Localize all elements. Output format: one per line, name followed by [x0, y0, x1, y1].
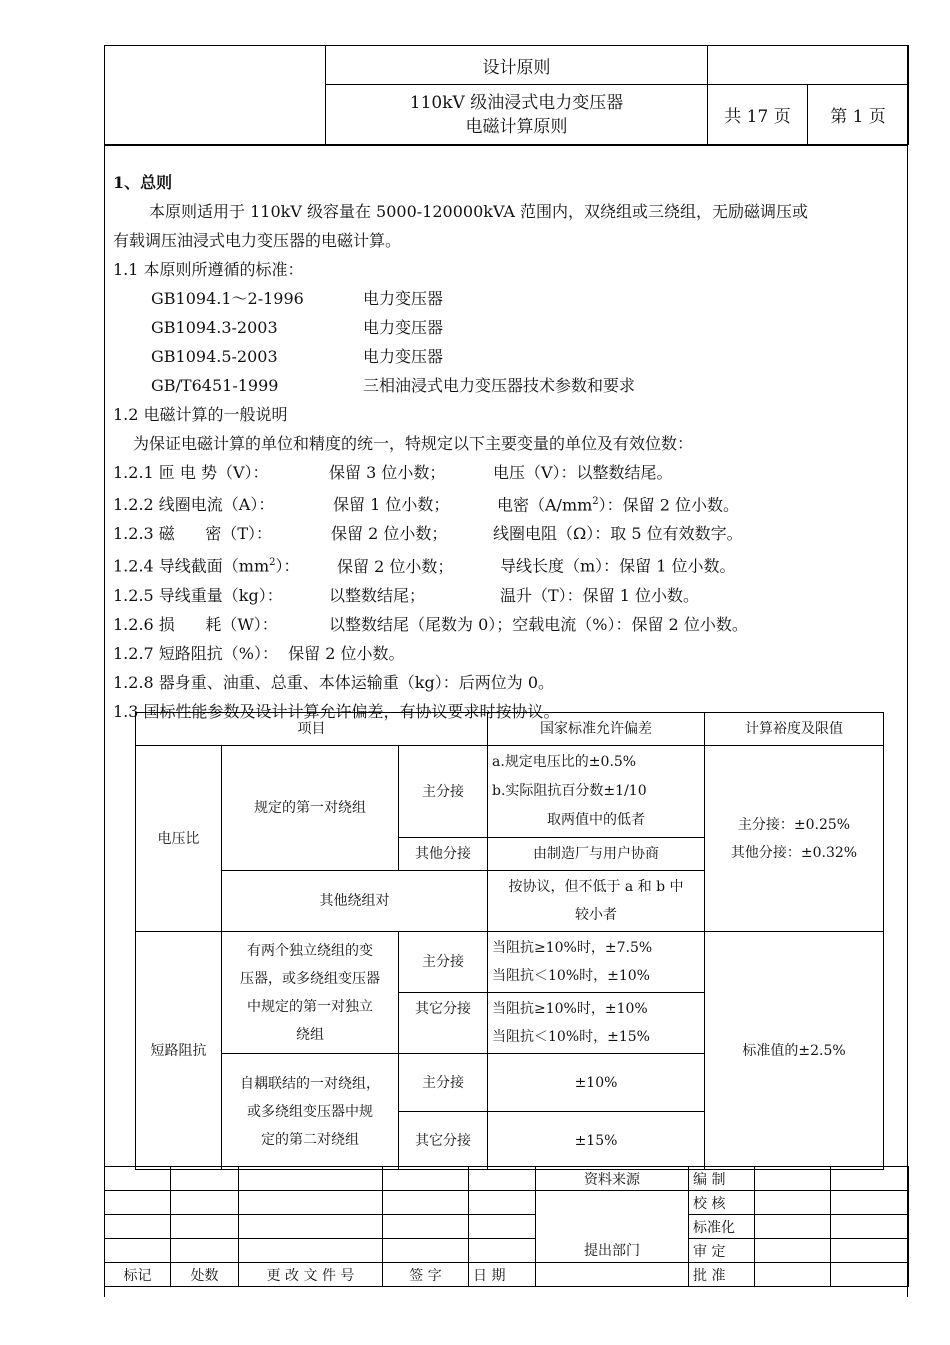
- check-label: 校 核: [689, 1191, 755, 1215]
- total-pages: 共 17 页: [708, 85, 808, 145]
- margin-cell: 标准值的±2.5%: [705, 932, 884, 1170]
- document-body: [113, 168, 903, 726]
- standard-code: GB1094.3-2003: [151, 318, 278, 337]
- standard-code: GB1094.5-2003: [151, 347, 278, 366]
- place-count-label: 处数: [171, 1263, 239, 1287]
- table-header: 项目: [136, 713, 488, 746]
- title-block: [104, 45, 909, 145]
- unit-rule: 1.2.3 磁 密（T）： 保留 2 位小数； 线圈电阻（Ω）：取 5 位有效数字。: [113, 524, 743, 544]
- blank-cell: [708, 46, 909, 85]
- review-label: 审 定: [689, 1239, 755, 1263]
- change-doc-label: 更 改 文 件 号: [239, 1263, 383, 1287]
- date-label: 日 期: [469, 1263, 536, 1287]
- tolerance-cell: ±10%: [488, 1054, 705, 1112]
- tolerance-cell: ±15%: [488, 1112, 705, 1170]
- row-label-impedance: 短路阻抗: [136, 932, 222, 1170]
- standard-code: GB1094.1～2-1996: [151, 289, 304, 308]
- tap-label: 其他分接: [399, 838, 488, 871]
- mark-label: 标记: [105, 1263, 171, 1287]
- compile-label: 编 制: [689, 1167, 755, 1191]
- specified-first-pair: 规定的第一对绕组: [222, 746, 399, 871]
- tolerance-cell: 当阻抗≥10%时，±10% 当阻抗＜10%时，±15%: [488, 993, 705, 1054]
- standard-item: [113, 371, 903, 400]
- unit-rule: 1.2.4 导线截面$(mm^2)$： 保留 2 位小数； 导线长度（m）：保留 1 位小数。: [113, 556, 736, 576]
- sign-label: 签 字: [383, 1263, 469, 1287]
- unit-rule: 1.2.8 器身重、油重、总重、本体运输重（kg）：后两位为 0。: [113, 672, 555, 692]
- tap-label: 主分接: [399, 1054, 488, 1112]
- table-header: 计算裕度及限值: [705, 713, 884, 746]
- margin-cell: 主分接：±0.25% 其他分接：±0.32%: [705, 746, 884, 932]
- unit-rule: 1.2.1 匝 电 势（V）： 保留 3 位小数； 电压（V）：以整数结尾。: [113, 463, 673, 482]
- paragraph-line: 为保证电磁计算的单位和精度的统一，特规定以下主要变量的单位及有效位数：: [133, 434, 694, 453]
- standard-item: [113, 342, 903, 371]
- tolerance-cell: 按协议，但不低于 a 和 b 中 较小者: [488, 871, 705, 932]
- dept-label: 提出部门: [536, 1239, 689, 1263]
- standard-item: [113, 313, 903, 342]
- subsection-heading: 1.2 电磁计算的一般说明: [113, 405, 288, 424]
- subsection-heading: 1.3 国标性能参数及设计计算允许偏差，有协议要求时按协议。: [113, 701, 560, 721]
- unit-rule: 1.2.7 短路阻抗（%）： 保留 2 位小数。: [113, 643, 405, 663]
- paragraph-line: 本原则适用于 110kV 级容量在 5000-120000kVA 范围内，双绕组或三绕组，无励磁调压或: [149, 202, 809, 221]
- logo-cell: [105, 46, 326, 145]
- page-number: 第 1 页: [808, 85, 909, 145]
- doc-title: [326, 85, 708, 145]
- tolerance-cell: 由制造厂与用户协商: [488, 838, 705, 871]
- tolerance-table: [135, 712, 884, 1170]
- section-heading: 1、总则: [113, 173, 173, 192]
- standard-name: 三相油浸式电力变压器技术参数和要求: [363, 376, 636, 395]
- revision-block: [104, 1166, 909, 1287]
- source-label: 资料来源: [536, 1167, 689, 1191]
- unit-rule: 1.2.6 损 耗（W）： 以整数结尾（尾数为 0）；空载电流（%）：保留 2 位小数。: [113, 614, 748, 634]
- row-label-voltage-ratio: 电压比: [136, 746, 222, 932]
- standard-name: 电力变压器: [363, 347, 444, 366]
- tolerance-cell: 当阻抗≥10%时，±7.5% 当阻抗＜10%时，±10%: [488, 932, 705, 993]
- paragraph-line: 有载调压油浸式电力变压器的电磁计算。: [113, 231, 402, 250]
- subsection-heading: 1.1 本原则所遵循的标准：: [113, 260, 304, 279]
- doc-type: 设计原则: [326, 46, 708, 85]
- standard-name: 电力变压器: [363, 289, 444, 308]
- standard-code: GB/T6451-1999: [151, 376, 279, 395]
- other-pairs: 其他绕组对: [222, 871, 488, 932]
- standard-name: 电力变压器: [363, 318, 444, 337]
- standard-item: [113, 284, 903, 313]
- table-header: 国家标准允许偏差: [488, 713, 705, 746]
- doc-title-line1: 110kV 级油浸式电力变压器: [409, 92, 624, 113]
- tolerance-cell: a.规定电压比的±0.5% b.实际阻抗百分数±1/10 取两值中的低者: [488, 746, 705, 838]
- unit-rule: 1.2.2 线圈电流（A）： 保留 1 位小数； 电密$(A/mm^2)$：保留 2 位小数。: [113, 495, 740, 515]
- tap-label: 其它分接: [399, 1112, 488, 1170]
- header-divider: [104, 144, 908, 146]
- approve-label: 批 准: [689, 1263, 755, 1287]
- indep-pair: 有两个独立绕组的变 压器，或多绕组变压器 中规定的第一对独立 绕组: [222, 932, 399, 1054]
- standardize-label: 标准化: [689, 1215, 755, 1239]
- tap-label: 主分接: [399, 746, 488, 838]
- tap-label: 主分接: [399, 932, 488, 993]
- unit-rule: 1.2.5 导线重量（kg）： 以整数结尾； 温升（T）：保留 1 位小数。: [113, 585, 700, 605]
- auto-pair: 自耦联结的一对绕组， 或多绕组变压器中规 定的第二对绕组: [222, 1054, 399, 1170]
- tap-label: 其它分接: [399, 993, 488, 1054]
- doc-title-line2: 电磁计算原则: [465, 116, 568, 137]
